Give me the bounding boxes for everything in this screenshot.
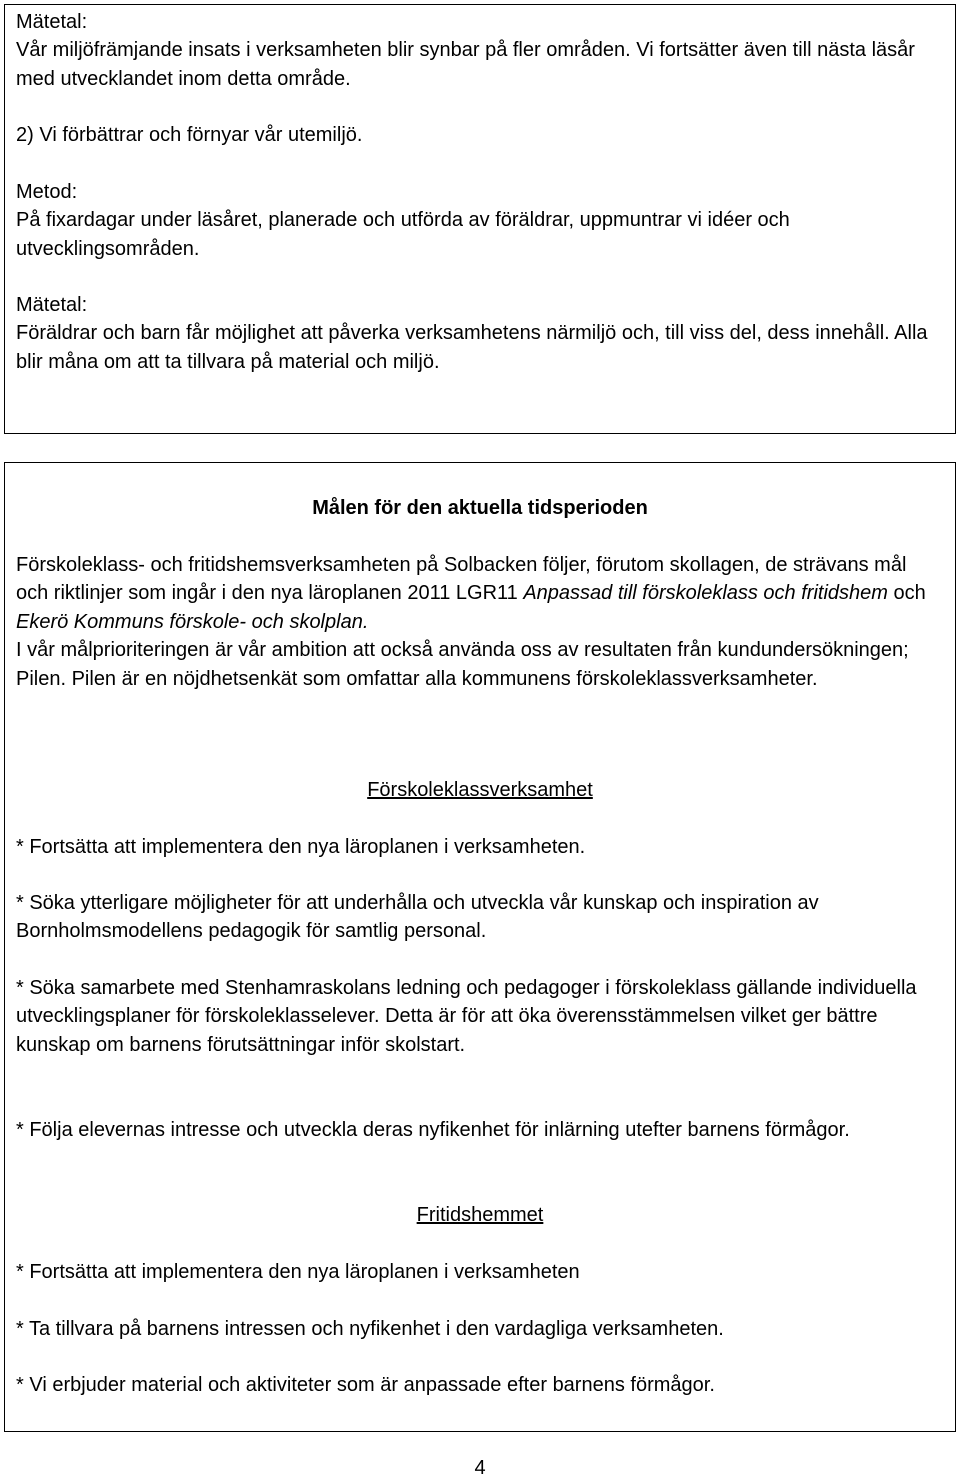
metric-text: Vår miljöfrämjande insats i verksamheten blir synbar på fler områden. Vi fortsätter även till nästa läsår med utvecklandet inom detta område. [16,39,915,90]
intro-text-2: I vår målprioriteringen är vår ambition att också använda oss av resultaten från kundundersökningen; Pilen. Pilen är en nöjdhetsenkät som omfattar alla kommunens förskoleklassverksamheter. [16,639,909,690]
method-label: Metod: [16,181,78,203]
method-text: På fixardagar under läsåret, planerade och utförda av föräldrar, uppmuntrar vi idéer och utvecklingsområden. [16,209,790,260]
heading-forskoleklass: Förskoleklassverksamhet [367,779,593,801]
method-paragraph [16,178,941,263]
intro-italic-curriculum: Anpassad till förskoleklass och fritidshem [523,582,888,605]
list-item: * Söka ytterligare möjligheter för att underhålla och utveckla vår kunskap och inspiration av Bornholmsmodellens pedagogik för samtlig personal. [16,892,819,943]
list-item: * Vi erbjuder material och aktiviteter som är anpassade efter barnens förmågor. [16,1374,715,1396]
list-item: * Ta tillvara på barnens intressen och nyfikenhet i den vardagliga verksamheten. [16,1318,724,1340]
metric-text: Föräldrar och barn får möjlighet att påverka verksamhetens närmiljö och, till viss del, dess innehåll. Alla blir måna om att ta tillvara på material och miljö. [16,322,928,373]
goals-box-period [4,462,956,1432]
page-number: 4 [474,1457,486,1479]
list-item: * Söka samarbete med Stenhamraskolans ledning och pedagoger i förskoleklass gällande individuella utvecklingsplaner för förskoleklasselever. Detta är för att öka överensstämmelsen vilket ger bättre kunskap om barnens förutsättningar inför skolstart. [16,977,917,1056]
goals-box-environment [4,4,956,434]
section-title: Målen för den aktuella tidsperioden [312,497,648,519]
intro-italic-plan: Ekerö Kommuns förskole- och skolplan. [16,610,369,633]
metric-paragraph-2 [16,291,941,376]
metric-paragraph-1 [16,8,941,93]
list-item: * Fortsätta att implementera den nya läroplanen i verksamheten. [16,836,586,858]
intro-conjunction: och [887,582,926,605]
goal-2-heading: 2) Vi förbättrar och förnyar vår utemiljö. [16,124,363,146]
intro-paragraph [16,551,941,693]
metric-label: Mätetal: [16,11,88,33]
heading-fritidshemmet: Fritidshemmet [416,1204,544,1226]
metric-label: Mätetal: [16,294,88,316]
list-item: * Följa elevernas intresse och utveckla deras nyfikenhet för inlärning utefter barnens förmågor. [16,1119,850,1141]
intro-text: Förskoleklass- och fritidshemsverksamheten på Solbacken följer, förutom skollagen, de strävans mål och riktlinjer som ingår i den nya läroplanen 2011 LGR11 [16,554,907,605]
list-item: * Fortsätta att implementera den nya läroplanen i verksamheten [16,1261,580,1283]
